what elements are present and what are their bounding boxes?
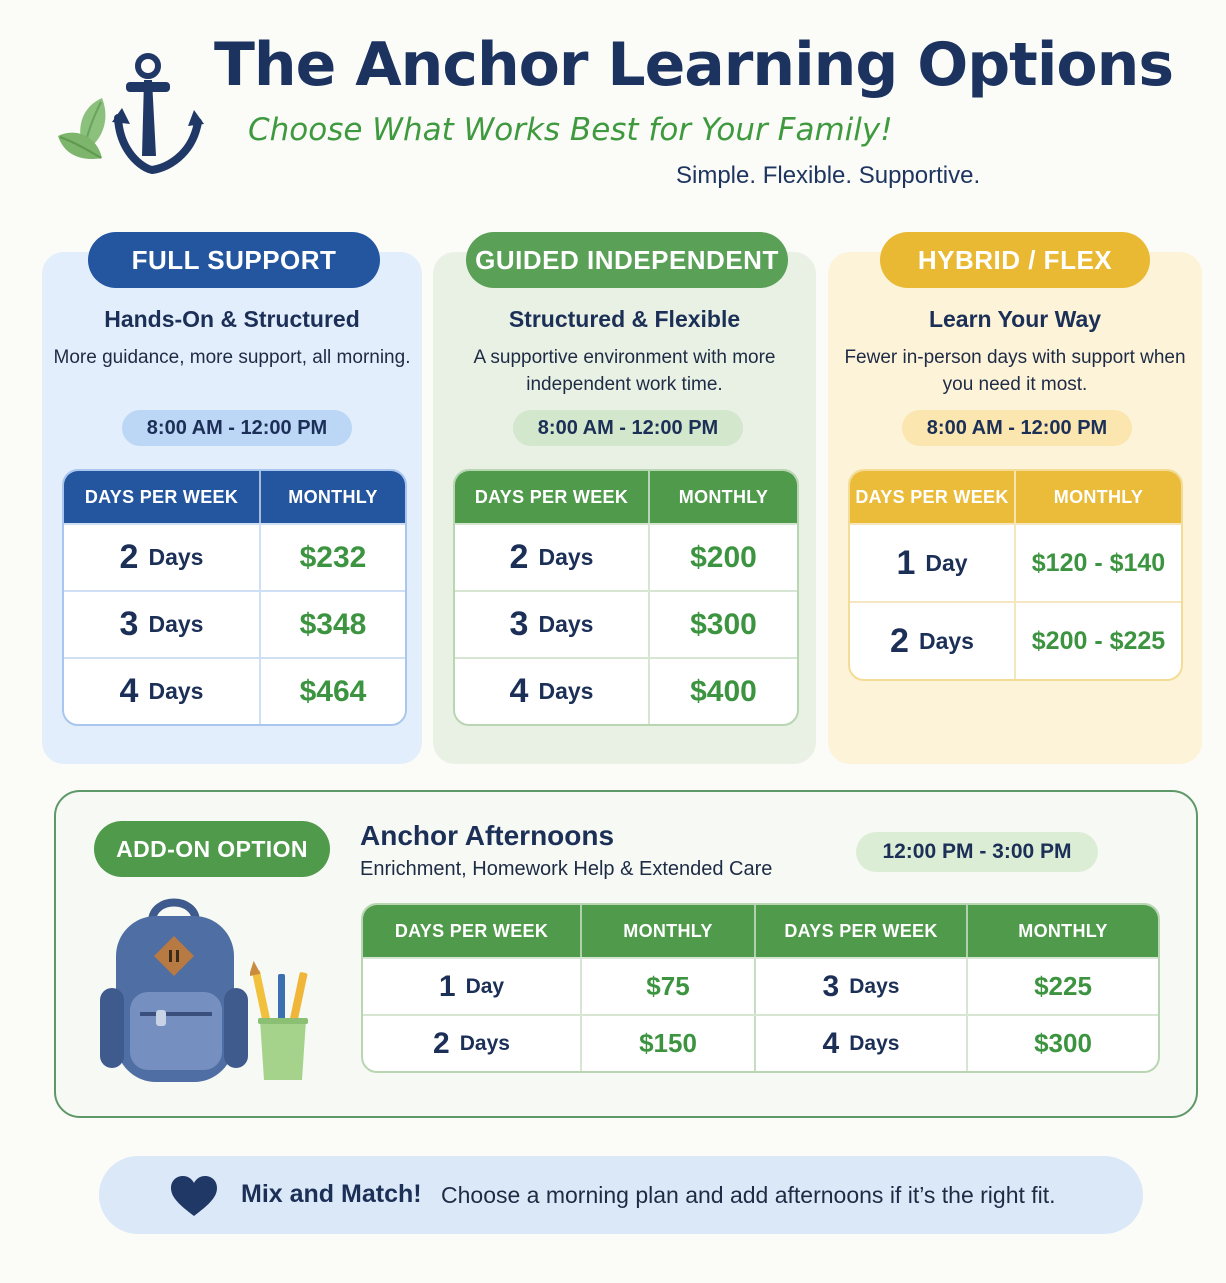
price-cell	[1016, 525, 1181, 601]
plan-time: 8:00 AM - 12:00 PM	[122, 410, 352, 446]
days-unit: Day	[465, 974, 505, 998]
price-cell	[650, 525, 797, 590]
plan-card-full-support	[42, 245, 422, 764]
monthly-price: $464	[299, 674, 367, 708]
pencil-cup-icon	[250, 960, 316, 1084]
days-number: 3	[509, 605, 529, 643]
price-cell	[582, 959, 756, 1014]
monthly-price: $300	[690, 607, 757, 641]
price-cell	[261, 659, 405, 724]
plan-badge: GUIDED INDEPENDENT	[466, 232, 788, 288]
days-cell	[363, 1016, 582, 1071]
monthly-price: $300	[1034, 1028, 1092, 1058]
pricing-table	[848, 469, 1183, 681]
plan-badge: HYBRID / FLEX	[880, 232, 1150, 288]
plan-card-guided-independent	[433, 245, 816, 764]
days-number: 1	[896, 543, 916, 582]
table-header	[363, 905, 1158, 957]
plan-badge: FULL SUPPORT	[88, 232, 380, 288]
table-row	[363, 1014, 1158, 1071]
addon-badge: ADD-ON OPTION	[94, 821, 330, 877]
heart-icon	[171, 1176, 217, 1216]
days-unit: Days	[538, 611, 594, 637]
days-cell	[850, 525, 1016, 601]
days-number: 2	[433, 1026, 450, 1060]
tagline: Simple. Flexible. Supportive.	[676, 162, 981, 189]
days-unit: Days	[148, 611, 204, 637]
days-unit: Days	[148, 544, 204, 570]
column-header-monthly: MONTHLY	[1018, 920, 1108, 941]
addon-pricing-table	[361, 903, 1160, 1073]
column-header-days: DAYS PER WEEK	[455, 471, 650, 523]
leaf-icon	[56, 128, 104, 162]
monthly-price: $120 - $140	[1031, 548, 1166, 577]
page-title: The Anchor Learning Options	[214, 30, 1174, 100]
table-row	[363, 957, 1158, 1014]
price-cell	[261, 525, 405, 590]
backpack-icon	[96, 892, 252, 1088]
days-cell	[850, 603, 1016, 679]
days-number: 2	[890, 621, 909, 660]
days-cell	[64, 592, 261, 657]
monthly-price: $400	[690, 674, 757, 708]
monthly-price: $200 - $225	[1031, 626, 1166, 655]
days-unit: Days	[849, 1031, 900, 1055]
addon-section	[54, 790, 1198, 1118]
plan-time: 8:00 AM - 12:00 PM	[513, 410, 743, 446]
pricing-table	[62, 469, 407, 726]
days-cell	[455, 592, 650, 657]
column-header-monthly: MONTHLY	[582, 905, 756, 957]
monthly-price: $150	[639, 1028, 697, 1058]
table-row	[64, 657, 405, 724]
header	[0, 0, 1226, 210]
days-number: 3	[822, 969, 840, 1003]
days-cell	[455, 525, 650, 590]
banner-text: Choose a morning plan and add afternoons if it’s the right fit.	[441, 1182, 1056, 1208]
column-header-monthly: MONTHLY	[288, 486, 378, 507]
price-cell	[261, 592, 405, 657]
price-cell	[582, 1016, 756, 1071]
days-unit: Days	[148, 678, 204, 704]
price-cell	[650, 659, 797, 724]
price-cell	[968, 1016, 1158, 1071]
mix-and-match-banner	[99, 1156, 1143, 1234]
days-cell	[64, 659, 261, 724]
plan-description: Fewer in-person days with support when you need it most.	[844, 347, 1186, 395]
page-subtitle: Choose What Works Best for Your Family!	[248, 112, 893, 148]
table-row	[64, 523, 405, 590]
plan-description: More guidance, more support, all morning.	[53, 347, 411, 368]
addon-title: Anchor Afternoons	[360, 820, 615, 851]
table-row	[64, 590, 405, 657]
days-unit: Days	[538, 678, 594, 704]
addon-subtitle: Enrichment, Homework Help & Extended Care	[360, 858, 773, 880]
table-row	[455, 590, 797, 657]
table-row	[850, 523, 1181, 601]
table-row	[850, 601, 1181, 679]
table-header	[64, 471, 405, 523]
banner-title: Mix and Match!	[241, 1180, 422, 1208]
price-cell	[968, 959, 1158, 1014]
column-header-monthly: MONTHLY	[678, 486, 769, 507]
days-cell	[455, 659, 650, 724]
plan-heading: Learn Your Way	[928, 306, 1102, 332]
table-header	[455, 471, 797, 523]
days-number: 1	[438, 969, 456, 1003]
monthly-price: $232	[299, 540, 367, 574]
pricing-table	[453, 469, 799, 726]
days-number: 3	[119, 605, 139, 643]
column-header-days: DAYS PER WEEK	[756, 905, 968, 957]
days-number: 4	[119, 672, 139, 710]
table-row	[455, 523, 797, 590]
days-number: 2	[509, 538, 529, 576]
plan-heading: Structured & Flexible	[508, 306, 741, 332]
days-unit: Day	[925, 549, 968, 576]
column-header-days: DAYS PER WEEK	[850, 471, 1016, 523]
monthly-price: $200	[690, 540, 757, 574]
days-unit: Days	[538, 544, 594, 570]
days-unit: Days	[918, 627, 974, 654]
days-cell	[363, 959, 582, 1014]
days-cell	[64, 525, 261, 590]
days-cell	[756, 959, 968, 1014]
plan-time: 8:00 AM - 12:00 PM	[902, 410, 1132, 446]
price-cell	[1016, 603, 1181, 679]
days-number: 2	[119, 538, 139, 576]
anchor-icon	[112, 52, 204, 176]
table-row	[455, 657, 797, 724]
column-header-days: DAYS PER WEEK	[64, 471, 261, 523]
monthly-price: $225	[1034, 971, 1092, 1001]
days-unit: Days	[459, 1031, 510, 1055]
price-cell	[650, 592, 797, 657]
days-unit: Days	[849, 974, 900, 998]
days-cell	[756, 1016, 968, 1071]
days-number: 4	[509, 672, 529, 710]
column-header-monthly: MONTHLY	[1053, 486, 1144, 507]
addon-time: 12:00 PM - 3:00 PM	[856, 832, 1098, 872]
plan-heading: Hands-On & Structured	[104, 306, 360, 332]
days-number: 4	[822, 1026, 840, 1060]
monthly-price: $75	[646, 971, 690, 1001]
column-header-days: DAYS PER WEEK	[363, 905, 582, 957]
table-header	[850, 471, 1181, 523]
plan-description: A supportive environment with more independent work time.	[473, 347, 776, 395]
plan-card-hybrid-flex	[828, 245, 1202, 764]
monthly-price: $348	[299, 607, 367, 641]
